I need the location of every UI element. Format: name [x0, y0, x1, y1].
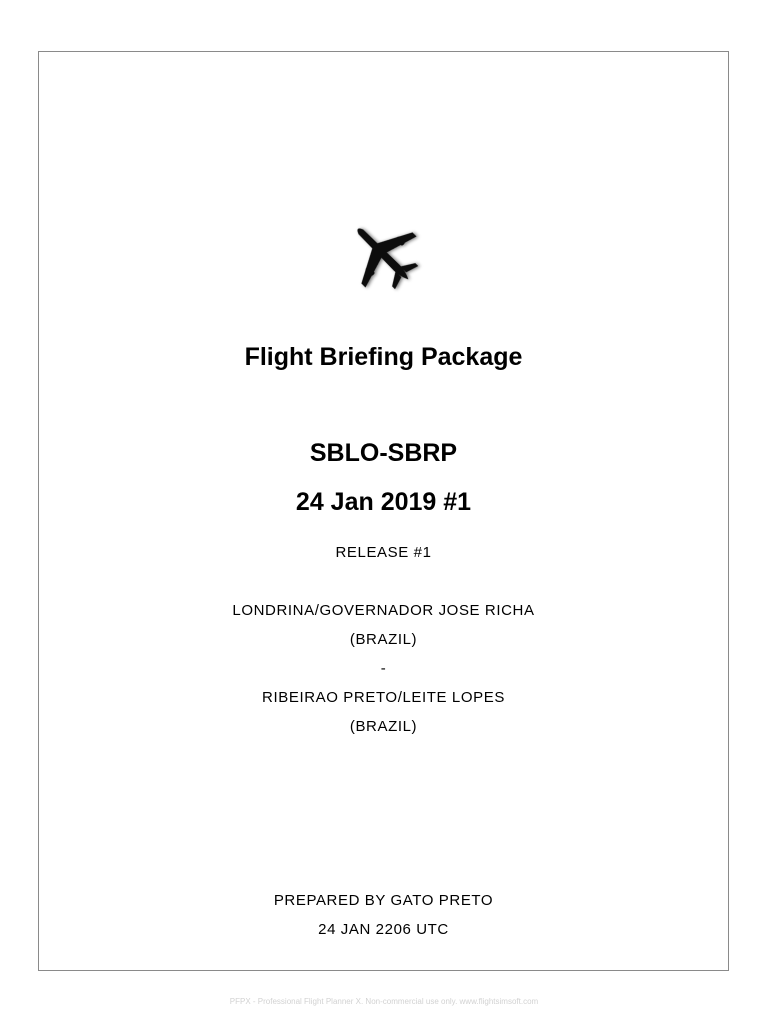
route-separator: - [380, 660, 387, 677]
document-title: Flight Briefing Package [244, 343, 523, 371]
flight-date: 24 Jan 2019 #1 [295, 488, 472, 516]
airplane-icon [343, 214, 425, 296]
origin-airport: LONDRINA/GOVERNADOR JOSE RICHA [232, 602, 535, 619]
footer-note: PFPX - Professional Flight Planner X. Non-commercial use only. www.flightsimsoft.com [229, 997, 539, 1006]
route-code: SBLO-SBRP [309, 439, 458, 467]
destination-country: (BRAZIL) [349, 718, 418, 735]
prepared-by: PREPARED BY GATO PRETO [273, 892, 494, 909]
prepared-time: 24 JAN 2206 UTC [318, 921, 449, 938]
release-label: RELEASE #1 [335, 544, 432, 561]
destination-airport: RIBEIRAO PRETO/LEITE LOPES [262, 689, 505, 706]
origin-country: (BRAZIL) [349, 631, 418, 648]
